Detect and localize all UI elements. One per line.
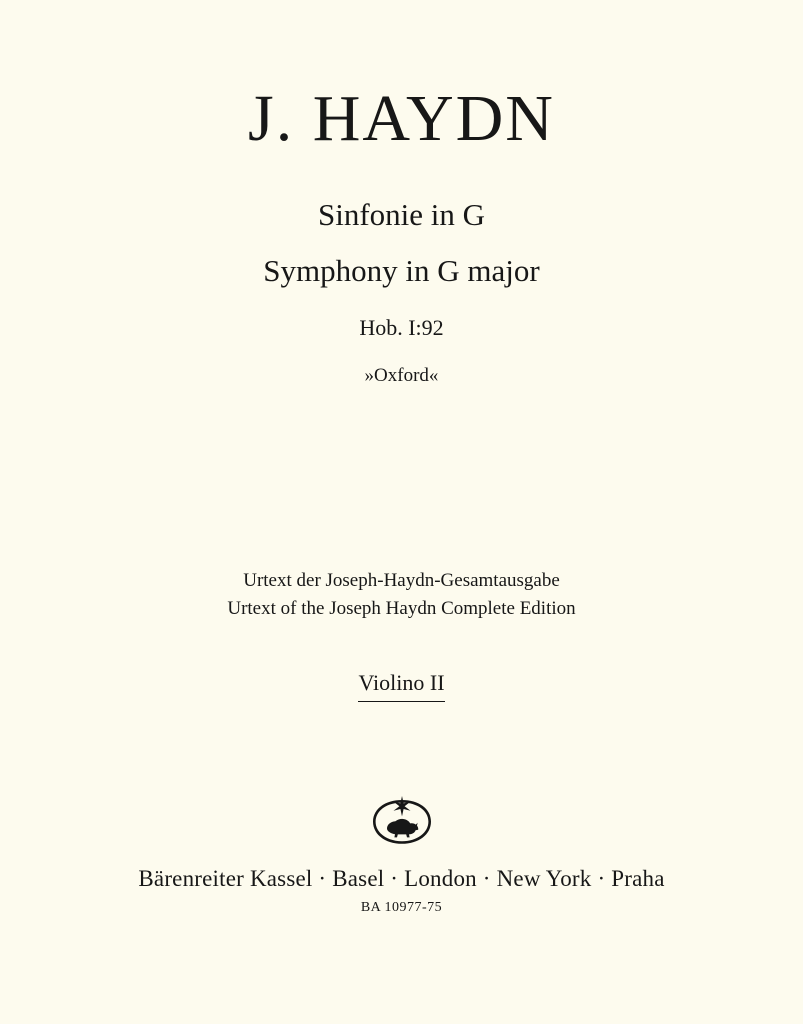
urtext-statement-english: Urtext of the Joseph Haydn Complete Edition bbox=[227, 597, 576, 619]
publisher-line: Bärenreiter Kassel · Basel · London · New York · Praha bbox=[138, 865, 665, 891]
part-designation: Violino II bbox=[358, 670, 444, 701]
barenreiter-bear-logo bbox=[367, 794, 437, 848]
urtext-statement-german: Urtext der Joseph-Haydn-Gesamtausgabe bbox=[243, 570, 560, 592]
plate-number: BA 10977-75 bbox=[360, 899, 443, 915]
urtext-statement bbox=[227, 567, 575, 622]
catalogue-number: Hob. I:92 bbox=[359, 315, 444, 341]
work-nickname: »Oxford« bbox=[364, 365, 439, 387]
composer-name: J. HAYDN bbox=[248, 82, 555, 155]
work-title-english: Symphony in G major bbox=[263, 253, 540, 289]
work-title-german: Sinfonie in G bbox=[317, 197, 486, 233]
